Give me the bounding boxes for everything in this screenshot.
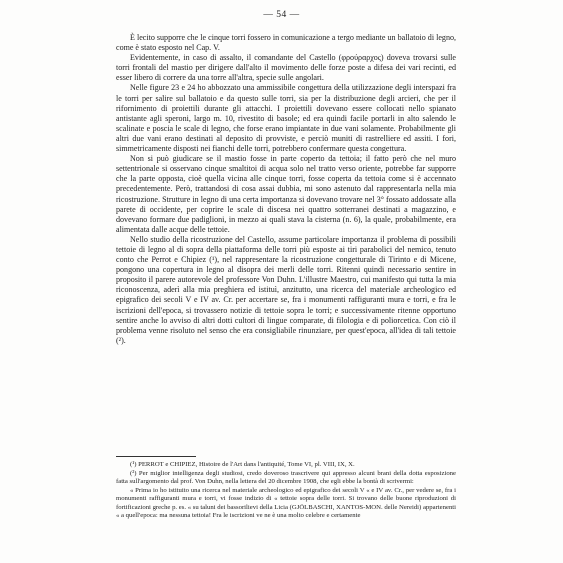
main-text [116, 33, 456, 346]
footnote-2: (²) Per miglior intelligenza degli studiosi, credo doveroso trascrivere qui appresso alcuni brani della dotta esposizione fatta sull'argomento dal prof. Von Duhn, nella lettera del 20 dicembre 1908, che egli ebbe la bontà di scrivermi: [116, 469, 456, 485]
paragraph-2: Evidentemente, in caso di assalto, il comandante del Castello (φρούραρχος) doveva trovarsi sulle torri frontali del mastio per dirigere dall'alto il movimento delle forze poste a difesa dei vari recinti, ed esser libero di correre da una torre all'altra, specie sulle angolari. [116, 53, 456, 83]
footnote-1: (¹) PERROT e CHIPIEZ, Histoire de l'Art dans l'antiquité, Tome VI, pl. VIII, IX, X. [130, 461, 355, 468]
paragraph-3: Nelle figure 23 e 24 ho abbozzato una ammissibile congettura della utilizzazione degli interspazi fra le torri per salire sul ballatoio e da questo sulle torri, sia per la distribuzione degli arcieri, che per il rifornimento di proiettili durante gli attacchi. I proiettili dovevano essere collocati nello spianato antistante agli speroni, largo m. 10, rivestito di basole; ed era quindi facile portarli in alto salendo le scalinate e poscia le scale di legno, che forse erano impiantate in due vani solamente. Probabilmente gli altri due vani erano destinati al deposito di provviste, e perciò muniti di rastrelliere ed assiti. I fori, simmetricamente disposti nei fianchi delle torri, potrebbero confermare questa congettura. [116, 83, 456, 154]
paragraph-5: Nello studio della ricostruzione del Castello, assume particolare importanza il problema di possibili tettoie di legno al di sopra della piattaforma delle torri più esposte ai tiri parabolici del nemico, tenuto conto che Perrot e Chipiez (¹), nel rappresentare la ricostruzione congetturale di Tirinto e di Micene, pongono una copertura in legno al disopra dei merli delle torri. Ritenni quindi necessario sentire in proposito il parere autorevole del professore Von Duhn. L'illustre Maestro, cui manifesto qui tutta la mia riconoscenza, aderì alla mia preghiera ed istituì, anzitutto, una ricerca del materiale archeologico ed epigrafico dei secoli V e IV av. Cr. per accertare se, fra i monumenti raffiguranti mura e torri, e fra le iscrizioni dell'epoca, si trovassero notizie di tettoie sopra le torri; e successivamente ritenne opportuno sentire anche lo avviso di altri dotti cultori di lingue comparate, di filologia e di poliorcetica. Con ciò il problema venne risoluto nel senso che era consigliabile rinunziare, per quest'epoca, all'idea di tali tettoie (²). [116, 234, 456, 345]
paragraph-1: È lecito supporre che le cinque torri fossero in comunicazione a tergo mediante un ballatoio di legno, come è stato esposto nel Cap. V. [116, 33, 456, 53]
page-number: — 54 — [263, 10, 300, 20]
footnotes [116, 461, 456, 521]
footnote-divider [116, 456, 196, 457]
footnote-quote: « Prima io ho istituito una ricerca nel materiale archeologico ed epigrafico dei secoli V « e IV av. Cr., per vedere se, fra i monumenti raffiguranti mura e torri, vi fosse indizio di « tettoie sopra delle torri. Si trovano delle buone riproduzioni di fortificazioni greche p. es. « su taluni dei bassorilievi della Licia (GJÖLBASCHI, XANTOS-MON. delle Nereidi) appartenenti « a quell'epoca: ma nessuna tettoia! Fra le iscrizioni ve ne è una molto celebre e certamente [116, 486, 456, 519]
paragraph-4: Non si può giudicare se il mastio fosse in parte coperto da tettoia; il fatto però che nel muro settentrionale si osservano cinque smaltitoi di acqua solo nel tratto verso oriente, potrebbe far supporre che la parte opposta, cioè quella vicina alle cinque torri, fosse coperta da tettoia come si è accennato precedentemente. Però, trattandosi di cosa assai dubbia, mi sono astenuto dal rappresentarla nella mia ricostruzione. Strutture in legno di una certa importanza si dovevano trovare nel 3° fossato addossate alla parete di occidente, per coprire le scale di discesa nei quattro sotterranei destinati a magazzino, e dovevano formare due padiglioni, in mezzo ai quali stava la cisterna (n. 6), la quale, probabilmente, era alimentata dalle acque delle tettoie. [116, 154, 456, 234]
